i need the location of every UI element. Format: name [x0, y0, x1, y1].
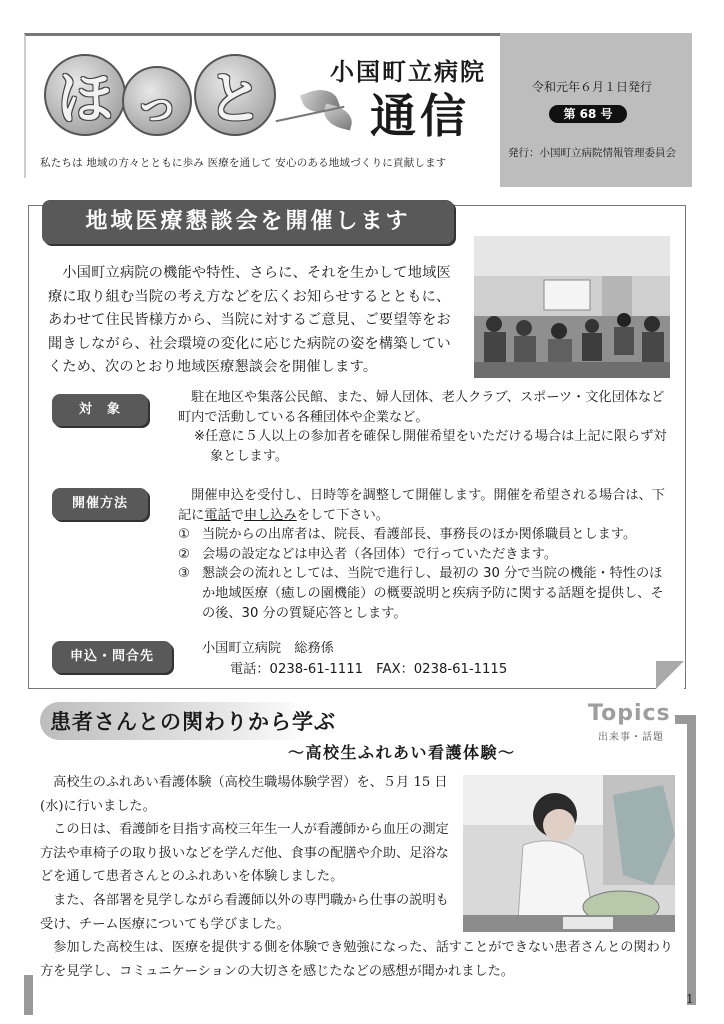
contact-org: 小国町立病院 総務係	[202, 641, 334, 656]
method-section	[178, 486, 668, 623]
newsletter-logo	[44, 54, 294, 146]
target-section	[178, 388, 668, 466]
nursing-photo	[463, 775, 675, 932]
target-text: 駐在地区や集落公民館、また、婦人団体、老人クラブ、スポーツ・文化団体など町内で活動している各種団体や企業など。	[178, 390, 665, 425]
article2-paragraph: また、各部署を見学しながら看護師以外の専門職から仕事の説明も受け、チーム医療についても学びました。	[40, 892, 449, 932]
bottom-left-rule	[24, 975, 36, 1015]
article2-subtitle: ～高校生ふれあい看護体験～	[288, 743, 516, 762]
article2-paragraph: この日は、看護師を目指す高校三年生一人が看護師から血圧の測定方法や車椅子の取り扱いなどを学んだ他、食事の配膳や介助、足浴などを通して患者さんとのふれあいを体験しました。	[40, 822, 449, 885]
article2-body	[40, 771, 458, 936]
issue-number: 第 68 号	[549, 105, 627, 123]
contact-section	[202, 638, 507, 680]
article2-title: 患者さんとの関わりから学ぶ	[50, 710, 336, 734]
label-target: 対 象	[52, 394, 148, 426]
logo-char: ほ	[44, 54, 126, 136]
leaf-icon	[275, 85, 365, 135]
page-curl	[656, 661, 684, 689]
issue-date: 令和元年６月１日発行	[532, 80, 653, 94]
label-contact: 申込・問合先	[52, 641, 172, 673]
logo-char: と	[194, 54, 276, 136]
hospital-name: 小国町立病院	[330, 58, 486, 86]
contact-phone: 電話：0238-61-1111 FAX：0238-61-1115	[230, 662, 508, 677]
topics-heading: Topics	[584, 701, 675, 726]
newsletter-title: 通信	[370, 89, 470, 143]
article2-paragraph: 参加した高校生は、医療を提供する側を体験でき勉強になった、話すことができない患者さんとの関わり方を見学し、コミュニケーションの大切さを感じたなどの感想が聞かれました。	[40, 940, 673, 979]
page-number: 1	[686, 992, 694, 1006]
logo-char: っ	[122, 66, 192, 136]
topics-subheading: 出来事・話題	[598, 732, 664, 743]
meeting-photo	[474, 236, 670, 378]
publisher: 発行：小国町立病院情報管理委員会	[508, 147, 676, 159]
target-note: ※任意に５人以上の参加者を確保し開催希望をいただける場合は上記に限らず対象とします。	[194, 429, 667, 464]
method-item: ③ 懇談会の流れとしては、当院で進行し、最初の 30 分で当院の機能・特性のほか地域医療（癒しの園機能）の概要説明と疾病予防に関する話題を提供し、その後、30 分の質疑応答とします。	[178, 566, 664, 621]
article2-paragraph: 高校生のふれあい看護体験（高校生職場体験学習）を、５月 15 日(水)に行いました。	[40, 775, 448, 814]
method-item: ① 当院からの出席者は、院長、看護部長、事務長のほか関係職員とします。	[178, 527, 637, 543]
motto: 私たちは 地域の方々とともに歩み 医療を通して 安心のある地域づくりに貢献します	[40, 157, 447, 169]
article-intro: 小国町立病院の機能や特性、さらに、それを生かして地域医療に取り組む当院の考え方などを広くお知らせするとともに、あわせて住民皆様方から、当院に対するご意見、ご要望等をお聞きしながら、社会環境の変化に応じた病院の姿を構築していくため、次のとおり地域医療懇談会を開催します。	[48, 265, 451, 375]
method-item: ② 会場の設定などは申込者（各団体）で行っていただきます。	[178, 546, 558, 562]
label-method: 開催方法	[52, 488, 148, 520]
article-headline: 地域医療懇談会を開催します	[42, 200, 454, 244]
method-text: 開催申込を受付し、日時等を調整して開催します。開催を希望される場合は、下記に電話で申し込みをして下さい。	[178, 488, 665, 523]
